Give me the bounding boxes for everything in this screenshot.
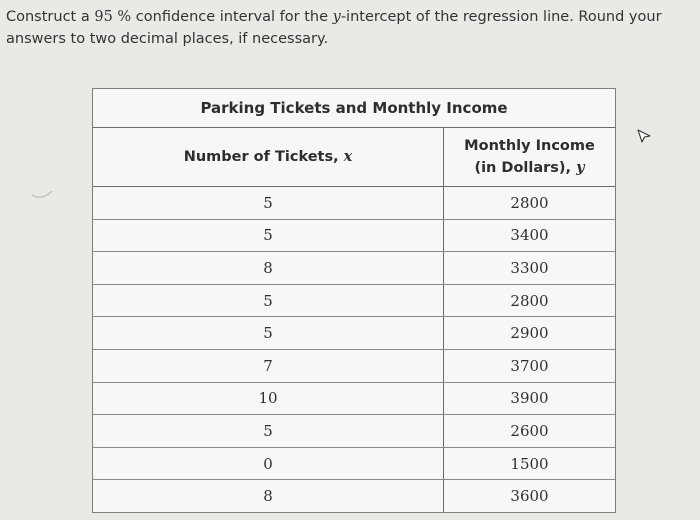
question-text xyxy=(6,6,696,50)
cell-tickets: 5 xyxy=(93,284,444,317)
question-part2: confidence interval for the xyxy=(131,9,333,25)
y-variable-header: y xyxy=(576,159,585,176)
column-header-income xyxy=(444,128,616,187)
table-row xyxy=(93,415,615,448)
table-row xyxy=(93,187,615,220)
table-row xyxy=(93,252,615,285)
question-part1: Construct a xyxy=(6,9,95,25)
cell-tickets: 5 xyxy=(93,415,444,448)
cell-income: 2800 xyxy=(444,187,616,220)
cell-income: 3700 xyxy=(444,349,616,382)
column-header-tickets-label: Number of Tickets, xyxy=(183,149,344,165)
table-row xyxy=(93,447,615,480)
cell-income: 2900 xyxy=(444,317,616,350)
cell-income: 2800 xyxy=(444,284,616,317)
cell-tickets: 5 xyxy=(93,187,444,220)
cell-income: 3600 xyxy=(510,487,549,506)
column-header-income-label: Monthly Income (in Dollars), xyxy=(464,138,595,176)
cell-tickets: 0 xyxy=(93,447,444,480)
data-table xyxy=(92,88,616,513)
cell-tickets: 8 xyxy=(93,480,444,512)
cell-tickets: 10 xyxy=(93,382,444,415)
cell-tickets: 7 xyxy=(93,349,444,382)
cell-tickets: 5 xyxy=(93,219,444,252)
table-row xyxy=(93,349,615,382)
x-variable: x xyxy=(343,148,353,165)
cell-income: 3900 xyxy=(444,382,616,415)
mouse-pointer-icon xyxy=(636,128,652,144)
cell-income: 3300 xyxy=(444,252,616,285)
pen-mark-icon xyxy=(30,185,54,201)
table-row xyxy=(93,480,615,512)
cell-tickets: 8 xyxy=(93,252,444,285)
confidence-percent: 95 % xyxy=(94,9,132,25)
question-part3: -intercept of the regression line. Round your answers to two decimal places, if necessary. xyxy=(6,9,662,47)
table-row xyxy=(93,219,615,252)
column-header-tickets xyxy=(93,128,444,187)
cell-tickets: 5 xyxy=(93,317,444,350)
y-variable: y xyxy=(332,9,341,25)
table-row xyxy=(93,382,615,415)
cell-income: 2600 xyxy=(444,415,616,448)
cell-income: 1500 xyxy=(444,447,616,480)
cell-income: 3400 xyxy=(444,219,616,252)
header-row xyxy=(93,128,615,187)
table-row xyxy=(93,284,615,317)
table-title: Parking Tickets and Monthly Income xyxy=(93,89,615,128)
data-grid xyxy=(93,128,615,512)
table-row xyxy=(93,317,615,350)
